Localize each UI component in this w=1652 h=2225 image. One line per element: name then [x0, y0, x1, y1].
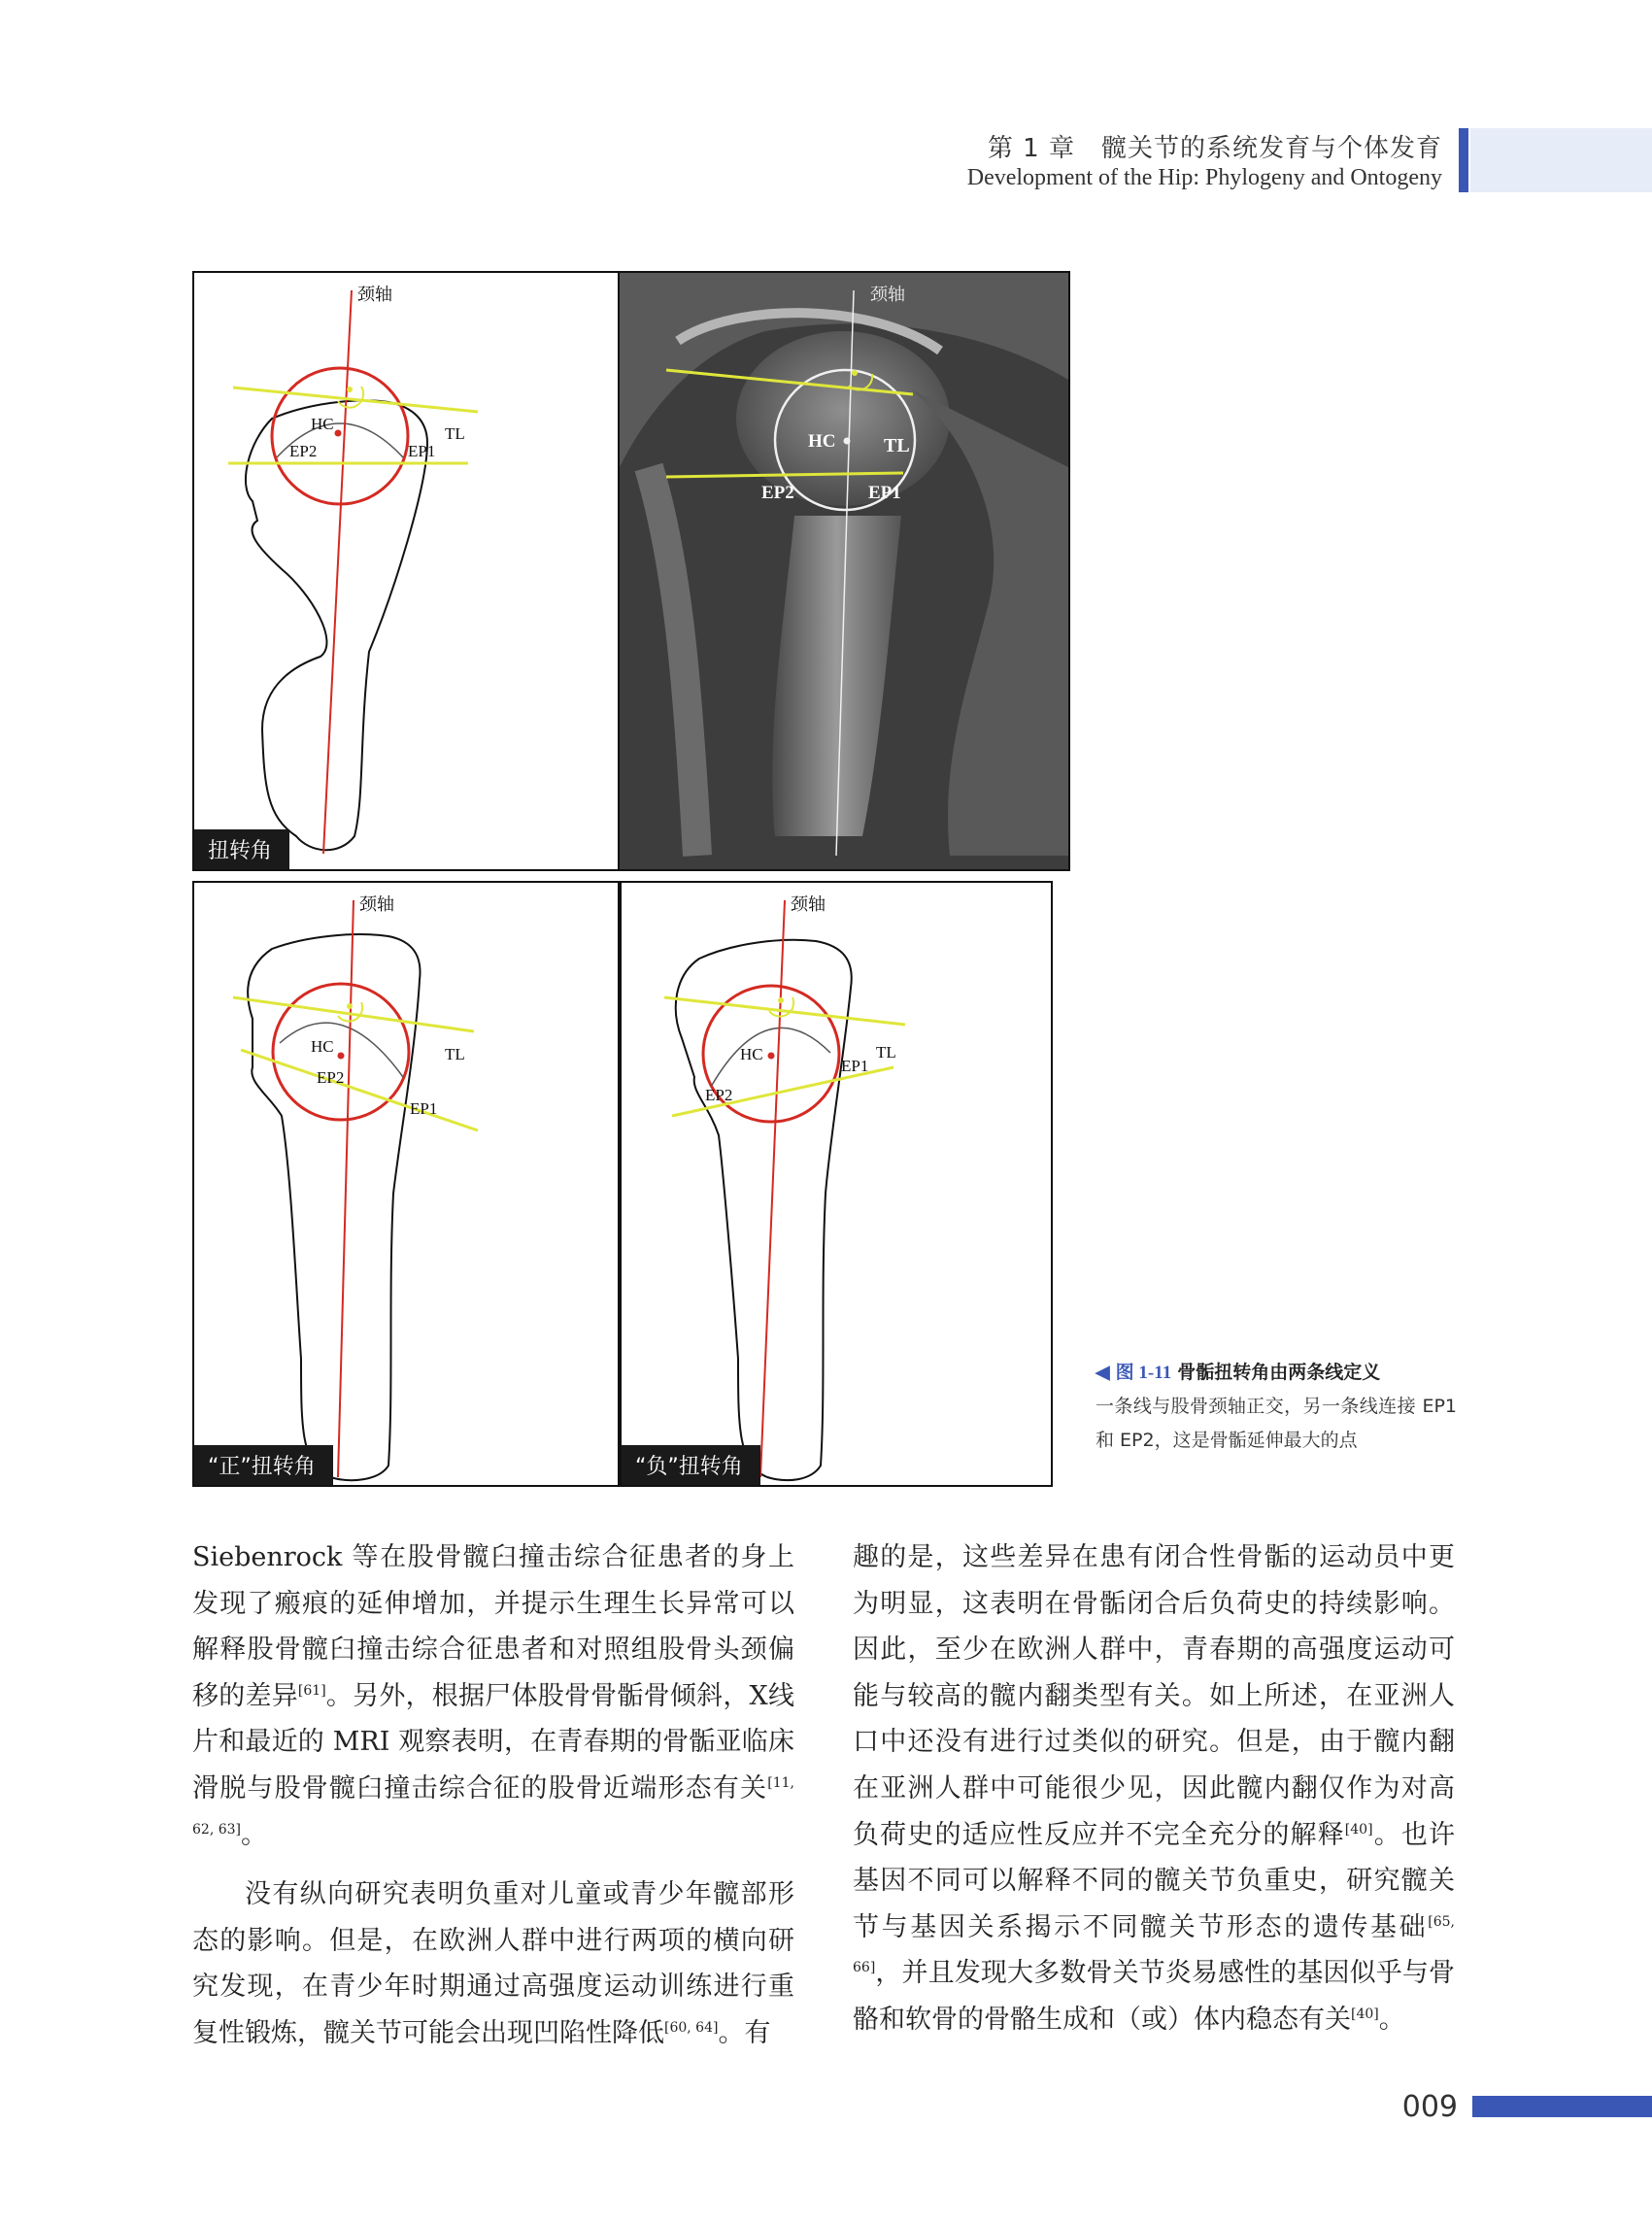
- mri-ep2-label: EP2: [761, 483, 794, 503]
- paragraph: Siebenrock 等在股骨髋臼撞击综合征患者的身上发现了瘢痕的延伸增加，并提示生理生长异常可以解释股骨髋臼撞击综合征患者和对照组股骨头颈偏移的差异[61]。另外，根据尸体股骨骨骺骨倾斜，X线片和最近的 MRI 观察表明，在青春期的骨骺亚临床滑脱与股骨髋臼撞击综合征的股骨近端形态有关[11, 62, 63]。: [192, 1542, 794, 1850]
- caption-text: 一条线与股骨颈轴正交，另一条线连接 EP1 和 EP2，这是骨骺延伸最大的点: [1096, 1396, 1457, 1451]
- ep2-label: EP2: [705, 1086, 733, 1104]
- figure-panel-mri: [618, 271, 1070, 871]
- tl-label: TL: [445, 1045, 465, 1063]
- citation: [11, 62, 63]: [192, 1774, 794, 1837]
- ep1-label: EP1: [408, 442, 436, 460]
- paragraph: 没有纵向研究表明负重对儿童或青少年髋部形态的影响。但是，在欧洲人群中进行两项的横向研究发现，在青少年时期通过高强度运动训练进行重复性锻炼，髋关节可能会出现凹陷性降低[60, 64]。有: [192, 1879, 794, 2048]
- tangent-line: [233, 388, 478, 412]
- mri-ep1-label: EP1: [868, 483, 901, 503]
- footer-accent-bar: [1472, 2096, 1652, 2117]
- head-center-point: [768, 1053, 775, 1060]
- mri-neck-axis-label: 颈轴: [870, 285, 905, 305]
- head-center-point: [335, 430, 342, 437]
- mri-hc-label: HC: [808, 431, 836, 452]
- caption-marker: ◀: [1096, 1363, 1110, 1383]
- ep2-label: EP2: [317, 1068, 345, 1087]
- ep1-label: EP1: [841, 1057, 869, 1075]
- caption-title: 骨骺扭转角由两条线定义: [1177, 1362, 1381, 1383]
- mri-tl-label: TL: [884, 435, 910, 456]
- angle-dot: [347, 387, 353, 392]
- angle-dot: [347, 1003, 353, 1009]
- neck-axis-line: [338, 900, 354, 1477]
- hc-label: HC: [311, 1037, 334, 1056]
- neck-axis-line: [323, 290, 352, 854]
- citation: [61]: [297, 1682, 326, 1699]
- head-center-point: [338, 1053, 345, 1060]
- citation: [60, 64]: [664, 2019, 719, 2036]
- ep1-label: EP1: [410, 1099, 438, 1118]
- figure-panel-twist: [192, 271, 620, 871]
- mri-head-center-point: [844, 438, 851, 445]
- body-column-right: [853, 1534, 1455, 2043]
- panel-label-negative: “负”扭转角: [622, 1445, 760, 1485]
- chapter-title-cn: 第 1 章 髋关节的系统发育与个体发育: [987, 134, 1442, 163]
- angle-dot: [778, 997, 784, 1003]
- panel-label-positive: “正”扭转角: [194, 1445, 333, 1485]
- panel-label-twist: 扭转角: [194, 829, 289, 869]
- tl-label: TL: [876, 1043, 896, 1062]
- page-number: 009: [1401, 2090, 1458, 2124]
- figure-panel-negative: [620, 881, 1053, 1487]
- header-accent-bar: [1459, 128, 1468, 192]
- tl-label: TL: [445, 424, 465, 443]
- header-accent-block: [1470, 128, 1652, 192]
- ep2-label: EP2: [289, 442, 318, 460]
- tangent-line: [664, 997, 905, 1025]
- neck-axis-label: 颈轴: [359, 894, 394, 915]
- caption-number: 图 1-11: [1115, 1363, 1172, 1383]
- citation: [40]: [1344, 1821, 1373, 1837]
- neck-axis-label: 颈轴: [357, 285, 392, 305]
- neck-axis-label: 颈轴: [791, 894, 826, 915]
- citation: [65, 66]: [853, 1913, 1455, 1976]
- hc-label: HC: [740, 1045, 763, 1063]
- citation: [40]: [1351, 2006, 1379, 2022]
- figure-caption: [1096, 1356, 1457, 1458]
- mri-angle-dot: [852, 370, 858, 376]
- hc-label: HC: [311, 415, 334, 433]
- chapter-title-en: Development of the Hip: Phylogeny and Ontogeny: [966, 165, 1442, 190]
- mri-femoral-head: [736, 331, 950, 506]
- paragraph: 趣的是，这些差异在患有闭合性骨骺的运动员中更为明显，这表明在骨骺闭合后负荷史的持续影响。因此，至少在欧洲人群中，青春期的高强度运动可能与较高的髋内翻类型有关。如上所述，在亚洲人口中还没有进行过类似的研究。但是，由于髋内翻在亚洲人群中可能很少见，因此髋内翻仅作为对高负荷史的适应性反应并不完全充分的解释[40]。也许基因不同可以解释不同的髋关节负重史，研究髋关节与基因关系揭示不同髋关节形态的遗传基础[65, 66]，并且发现大多数骨关节炎易感性的基因似乎与骨骼和软骨的骨骼生成和（或）体内稳态有关[40]。: [853, 1542, 1456, 2035]
- tangent-line: [233, 997, 474, 1031]
- figure-panel-positive: [192, 881, 620, 1487]
- body-column-left: [192, 1534, 794, 2057]
- femur-outline: [248, 934, 420, 1480]
- head-circle: [272, 368, 408, 504]
